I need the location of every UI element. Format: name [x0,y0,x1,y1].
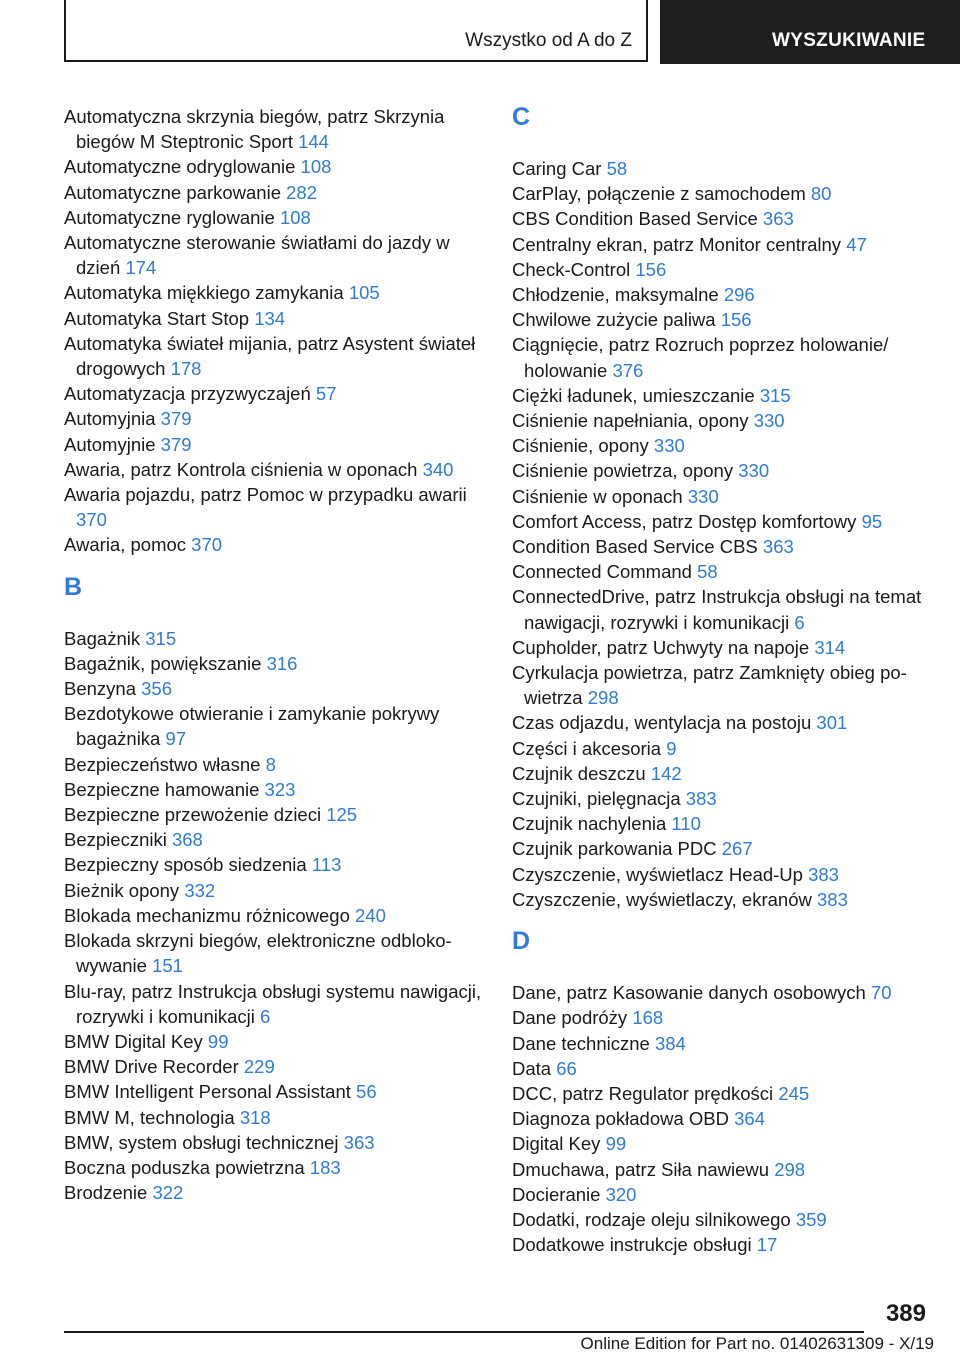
footer-divider [64,1331,864,1333]
index-entry-text: Czujnik parkowania PDC [512,838,717,860]
index-entry [64,777,484,802]
index-entry [64,802,484,827]
index-entry [64,230,484,280]
page-reference-link[interactable]: 356 [141,678,173,700]
index-entry-text: Bezpieczniki [64,829,167,851]
index-entry [512,509,932,534]
index-entry [512,887,932,912]
index-entry-text: Blokada mechanizmu różnicowego [64,904,350,926]
page-reference-link[interactable]: 95 [861,510,883,532]
index-entry [512,980,932,1005]
index-entry [512,433,932,458]
index-entry [64,903,484,928]
index-entry-text: Ciągnięcie, patrz Rozruch poprzez holowanie/ holowanie [512,334,889,381]
index-letter-heading: C [512,103,531,131]
index-entry [64,1079,484,1104]
index-entry-text: Automatyczne sterowanie światłami do jazdy w dzień [64,232,450,279]
index-entry-text: Automatyczna skrzynia biegów, patrz Skrzynia biegów M Steptronic Sport [64,106,445,153]
index-letter-heading: B [64,572,83,601]
page-reference-link[interactable]: 320 [605,1183,637,1205]
index-entry [64,1155,484,1180]
index-entry-text: BMW Intelligent Personal Assistant [64,1081,351,1103]
index-entry-text: DCC, patrz Regulator prędkości [512,1082,774,1104]
page-reference-link[interactable]: 113 [311,854,342,876]
page-reference-link[interactable]: 330 [687,485,719,507]
page-reference-link[interactable]: 80 [810,183,832,205]
page-reference-link[interactable]: 301 [816,712,848,734]
page-reference-link[interactable]: 322 [152,1182,184,1204]
index-entry [512,635,932,660]
index-entry [512,1005,932,1030]
index-entry-text: Docieranie [512,1183,601,1205]
index-entry [64,205,484,230]
index-entry-text: Czyszczenie, wyświetlaczy, ekranów [512,888,812,910]
index-entry-text: Części i akcesoria [512,737,662,759]
page-reference-link[interactable]: 156 [720,309,752,331]
index-entry [512,1182,932,1207]
page-reference-link[interactable]: 330 [738,460,770,482]
index-entry [512,559,932,584]
index-entry [64,1054,484,1079]
page-reference-link[interactable]: 17 [756,1234,778,1256]
page-reference-link[interactable]: 298 [587,687,619,709]
page-reference-link[interactable]: 340 [422,458,454,480]
page-reference-link[interactable]: 58 [697,561,718,583]
page-reference-link[interactable]: 370 [191,534,223,556]
index-entry [512,811,932,836]
index-entry-text: ConnectedDrive, patrz Instrukcja obsługi na temat nawigacji, rozrywki i komunikacji [512,586,922,633]
index-entry-text: Czujniki, pielęgnacja [512,788,681,810]
index-entry [64,406,484,431]
page-reference-link[interactable]: 359 [795,1208,827,1230]
index-entry [64,154,484,179]
index-entry [512,484,932,509]
index-entry-text: Caring Car [512,158,602,179]
index-entry-text: BMW, system obsługi technicznej [64,1131,339,1153]
page-reference-link[interactable]: 58 [606,158,628,179]
page-reference-link[interactable]: 183 [309,1156,341,1178]
index-entry-text: Data [512,1057,552,1079]
page-reference-link[interactable]: 144 [298,131,329,153]
index-entry-text: Diagnoza pokładowa OBD [512,1108,729,1130]
index-entry-text: Connected Command [512,561,692,583]
page-reference-link[interactable]: 151 [152,955,183,977]
index-entry-text: BMW M, technologia [64,1106,235,1128]
index-entry [512,710,932,735]
index-letter-heading: D [512,927,531,956]
page-reference-link[interactable]: 315 [145,627,177,649]
page-reference-link[interactable]: 66 [556,1057,577,1079]
index-entry-text: Cupholder, patrz Uchwyty na napoje [512,636,810,658]
index-entry-text: Ciężki ładunek, umieszczanie [512,384,755,406]
index-entry-text: Dane, patrz Kasowanie danych osobowych [512,982,866,1004]
index-entry-text: Dodatkowe instrukcje obsługi [512,1234,752,1256]
page-reference-link[interactable]: 99 [605,1133,627,1155]
page-reference-link[interactable]: 298 [774,1158,806,1180]
page-reference-link[interactable]: 323 [264,778,296,800]
index-entry [64,532,484,557]
index-entry-text: Czujnik nachylenia [512,813,667,835]
page-header [0,0,960,66]
page-reference-link[interactable]: 9 [666,737,677,759]
page-reference-link[interactable]: 363 [762,208,794,230]
page-reference-link[interactable]: 314 [814,636,846,658]
page-reference-link[interactable]: 363 [762,536,794,558]
page-reference-link[interactable]: 108 [279,206,311,228]
page-reference-link[interactable]: 315 [759,384,791,406]
index-entry [64,852,484,877]
index-entry-text: Bezdotykowe otwieranie i zamykanie pokrywy bagażnika [64,703,440,750]
page-reference-link[interactable]: 56 [356,1081,377,1103]
page-reference-link[interactable]: 383 [817,888,848,910]
index-entry [512,1207,932,1232]
page-reference-link[interactable]: 97 [165,728,187,750]
page-reference-link[interactable]: 368 [171,829,203,851]
index-entry-text: Benzyna [64,678,136,700]
index-entry [64,827,484,852]
page-reference-link[interactable]: 379 [160,408,192,430]
index-entry [64,928,484,978]
index-entry [512,761,932,786]
index-entry [512,206,932,231]
index-entry [512,1157,932,1182]
header-tab-label: WYSZUKIWANIE [772,30,926,51]
index-entry-text: Ciśnienie napełniania, opony [512,410,749,432]
index-entry [512,282,932,307]
page-reference-link[interactable]: 370 [76,509,107,531]
index-entry-text: Dane techniczne [512,1032,650,1054]
page-reference-link[interactable]: 330 [753,410,785,432]
index-entry [64,280,484,305]
page-number: 389 [885,1300,926,1327]
page-reference-link[interactable]: 363 [343,1131,375,1153]
index-entry [512,836,932,861]
index-entry-text: Automatyka świateł mijania, patrz Asystent świateł drogowych [64,332,476,380]
page-reference-link[interactable]: 174 [125,257,157,279]
index-entry-text: Check-Control [512,258,631,280]
index-entry-text: Awaria, pomoc [64,534,187,556]
index-entry [512,332,932,382]
index-entry [512,1081,932,1106]
index-entry [64,651,484,676]
index-entry [64,1029,484,1054]
page-reference-link[interactable]: 142 [650,762,682,784]
page-reference-link[interactable]: 178 [170,358,202,380]
footer-edition-text: Online Edition for Part no. 01402631309 - X/19 [580,1334,934,1353]
page-reference-link[interactable]: 330 [653,435,685,457]
page-reference-link[interactable]: 105 [348,282,380,304]
index-entry-text: Blu-ray, patrz Instrukcja obsługi systemu nawigacji, rozrywki i komunikacji [64,980,482,1027]
index-entry-text: Automyjnia [64,408,156,430]
index-entry [512,307,932,332]
index-entry [64,1180,484,1205]
index-entry-text: Ciśnienie powietrza, opony [512,460,734,482]
page-reference-link[interactable]: 384 [654,1032,686,1054]
index-entry-text: Ciśnienie, opony [512,435,649,457]
index-entry [64,979,484,1029]
index-entry [512,257,932,282]
page-reference-link[interactable]: 168 [632,1007,664,1029]
page-reference-link[interactable]: 8 [265,753,276,775]
index-entry-text: Cyrkulacja powietrza, patrz Zamknięty obieg powietrza [512,662,907,709]
page-reference-link[interactable]: 376 [612,359,644,381]
page-reference-link[interactable]: 70 [870,982,892,1004]
page-reference-link[interactable]: 282 [286,181,317,203]
index-entry-text: Awaria pojazdu, patrz Pomoc w przypadku awarii [64,484,467,506]
header-section-box [64,0,648,62]
index-entry [512,534,932,559]
page-reference-link[interactable]: 267 [721,838,753,860]
page-reference-link[interactable]: 99 [207,1030,229,1052]
index-entry-text: BMW Drive Recorder [64,1056,239,1078]
index-entry-text: Czyszczenie, wyświetlacz Head-Up [512,863,803,885]
index-entry [512,232,932,257]
index-entry [512,181,932,206]
page-reference-link[interactable]: 6 [794,611,805,633]
index-entry [64,1105,484,1130]
index-entry-text: Automatyka miękkiego zamykania [64,282,344,304]
page-reference-link[interactable]: 318 [239,1106,271,1128]
index-entry [512,862,932,887]
index-entry [64,432,484,457]
index-entry [512,1106,932,1131]
index-entry-text: Awaria, patrz Kontrola ciśnienia w oponach [64,458,418,480]
index-entry [64,752,484,777]
index-entry [64,626,484,651]
index-entry [512,584,932,634]
page-reference-link[interactable]: 134 [254,307,286,329]
index-entry-text: Dmuchawa, patrz Siła nawiewu [512,1158,770,1180]
index-entry-text: Automatyka Start Stop [64,307,250,329]
page-reference-link[interactable]: 47 [846,233,867,255]
index-entry-text: CarPlay, połączenie z samochodem [512,183,806,205]
index-entry-text: Czujnik deszczu [512,762,646,784]
page-reference-link[interactable]: 240 [355,904,386,926]
index-entry [512,786,932,811]
index-entry-text: Ciśnienie w oponach [512,485,683,507]
page-reference-link[interactable]: 108 [300,156,332,178]
page-reference-link[interactable]: 229 [243,1056,275,1078]
index-entry-text: BMW Digital Key [64,1030,203,1052]
index-entry-text: Bezpieczeństwo własne [64,753,261,775]
index-entry-text: Automatyczne ryglowanie [64,206,275,228]
index-column-right [512,104,932,1257]
index-entry-text: Comfort Access, patrz Dostęp komfortowy [512,510,857,532]
page-reference-link[interactable]: 57 [315,383,337,405]
index-entry-text: Automyjnie [64,433,156,455]
index-entry [64,1130,484,1155]
index-entry-text: Automatyczne odryglowanie [64,156,296,178]
index-entry [64,482,484,532]
index-entry [64,306,484,331]
header-tab-search[interactable] [660,0,960,64]
page-reference-link[interactable]: 156 [635,258,667,280]
index-entry [512,408,932,433]
index-entry [512,458,932,483]
index-entry-text: Digital Key [512,1133,601,1155]
page-reference-link[interactable]: 383 [685,788,717,810]
index-entry-text: Bezpieczny sposób siedzenia [64,854,307,876]
index-entry-text: Centralny ekran, patrz Monitor centralny [512,233,842,255]
index-entry-text: Brodzenie [64,1182,148,1204]
index-entry [512,736,932,761]
page-reference-link[interactable]: 296 [723,284,755,306]
index-entry [64,180,484,205]
index-entry-text: Dodatki, rodzaje oleju silnikowego [512,1208,791,1230]
index-entry-text: Dane podróży [512,1007,628,1029]
index-entry [64,381,484,406]
index-entry-text: Czas odjazdu, wentylacja na postoju [512,712,812,734]
index-column-left [64,104,484,1205]
index-entry [64,104,484,154]
index-entry [512,1232,932,1257]
index-entry-text: Chłodzenie, maksymalne [512,284,719,306]
index-entry-text: Bagażnik [64,627,141,649]
index-entry-text: Bagażnik, powiększanie [64,652,262,674]
index-entry-text: CBS Condition Based Service [512,208,758,230]
index-entry [64,676,484,701]
index-entry [64,331,484,381]
index-entry-text: Bezpieczne hamowanie [64,778,260,800]
page-reference-link[interactable]: 245 [778,1082,810,1104]
index-entry-text: Bieżnik opony [64,879,180,901]
page-reference-link[interactable]: 332 [184,879,216,901]
index-entry-text: Chwilowe zużycie paliwa [512,309,716,331]
index-entry [512,383,932,408]
page-reference-link[interactable]: 379 [160,433,192,455]
index-entry-text: Condition Based Service CBS [512,536,758,558]
index-entry-text: Automatyczne parkowanie [64,181,281,203]
page-reference-link[interactable]: 125 [326,804,358,826]
index-entry [64,878,484,903]
index-entry-text: Boczna poduszka powietrzna [64,1156,305,1178]
page-reference-link[interactable]: 110 [671,813,701,835]
page-reference-link[interactable]: 316 [266,652,298,674]
index-entry-text: Bezpieczne przewożenie dzieci [64,804,322,826]
page-reference-link[interactable]: 383 [808,863,839,885]
index-entry [64,457,484,482]
page-reference-link[interactable]: 364 [734,1108,766,1130]
index-entry [512,660,932,710]
index-entry [512,1056,932,1081]
index-entry [64,701,484,751]
index-entry-text: Automatyzacja przyzwyczajeń [64,383,311,405]
index-entry-text: Blokada skrzyni biegów, elektroniczne odblokowywanie [64,930,452,977]
section-title: Wszystko od A do Z [465,30,632,51]
index-entry [512,1031,932,1056]
page-reference-link[interactable]: 6 [260,1005,271,1027]
index-entry [512,1131,932,1156]
index-entry [512,156,932,181]
